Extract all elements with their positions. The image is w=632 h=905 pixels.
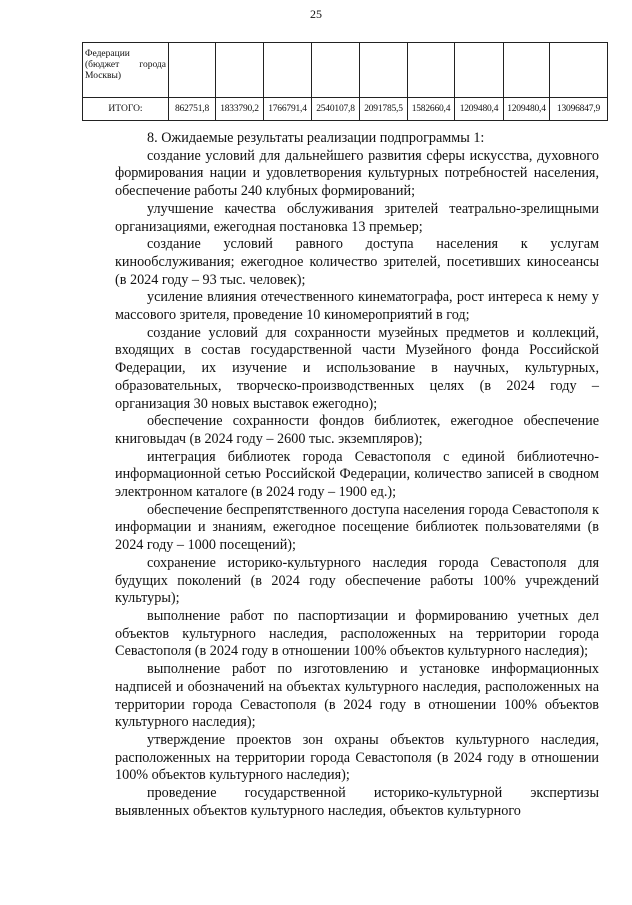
table-cell: 1209480,4 (504, 98, 550, 121)
table-cell (216, 43, 264, 98)
table-cell: 13096847,9 (550, 98, 608, 121)
table-cell (312, 43, 360, 98)
result-item: обеспечение сохранности фондов библиотек, ежегодное обеспечение книговыдач (в 2024 году – 2600 тыс. экземпляров); (115, 413, 599, 447)
table-cell (455, 43, 504, 98)
result-item: интеграция библиотек города Севастополя с единой библиотечно-информационной сетью Российской Федерации, количество записей в сводном электронном каталоге (в 2024 году – 1900 ед.); (115, 448, 599, 501)
table-row-total (83, 98, 608, 121)
table-cell (550, 43, 608, 98)
table-cell: 1766791,4 (264, 98, 312, 121)
result-item: выполнение работ по изготовлению и установке информационных надписей и обозначений на объектах культурного наследия, расположенных на территории города Севастополя (в 2024 году в отношении 100% объектов культурного наследия); (115, 661, 599, 731)
result-item: усиление влияния отечественного кинематографа, рост интереса к нему у массового зрителя, проведение 10 киномероприятий в год; (115, 289, 599, 324)
document-body (115, 127, 599, 820)
table-cell (264, 43, 312, 98)
result-item: утверждение проектов зон охраны объектов культурного наследия, расположенных на территории города Севастополя (в 2024 году в отношении 100% объектов культурного наследия); (115, 731, 599, 784)
table-cell: 1582660,4 (408, 98, 455, 121)
table-cell (169, 43, 216, 98)
result-item: обеспечение беспрепятственного доступа населения города Севастополя к информации и знаниям, ежегодное посещение библиотек пользователями (в 2024 году – 1000 посещений); (115, 501, 599, 554)
table-row-label: Федерации (бюджет города Москвы) (83, 43, 169, 98)
result-item: создание условий для дальнейшего развития сферы искусства, духовного формирования нации и удовлетворения культурных потребностей населения, обеспечение работы 240 клубных формирований; (115, 147, 599, 200)
result-item: создание условий равного доступа населения к услугам кинообслуживания; ежегодное количество зрителей, посетивших киносеансы (в 2024 году – 93 тыс. человек); (115, 236, 599, 288)
budget-table (82, 42, 608, 121)
result-item: создание условий для сохранности музейных предметов и коллекций, входящих в состав государственной части Музейного фонда Российской Федерации, их изучение и использование в научных, культурных, образовательных, творческо-производственных целях (в 2024 году – организация 30 новых выставок ежегодно); (115, 324, 599, 412)
table-cell: 2540107,8 (312, 98, 360, 121)
table-cell (504, 43, 550, 98)
result-item: выполнение работ по паспортизации и формированию учетных дел объектов культурного наследия, расположенных на территории города Севастополя (в 2024 году в отношении 100% объектов культурного наследия); (115, 607, 599, 660)
table-cell (408, 43, 455, 98)
table-row (83, 43, 608, 98)
page-number: 25 (310, 7, 322, 21)
result-item: улучшение качества обслуживания зрителей театрально-зрелищными организациями, ежегодная постановка 13 премьер; (115, 200, 599, 235)
table-cell: 2091785,5 (360, 98, 408, 121)
result-item: проведение государственной историко-культурной экспертизы выявленных объектов культурного наследия, объектов культурного (115, 785, 599, 819)
table-cell: 1209480,4 (455, 98, 504, 121)
result-item: сохранение историко-культурного наследия города Севастополя для будущих поколений (в 2024 году обеспечение работы 100% учреждений культуры); (115, 554, 599, 607)
section-heading: 8. Ожидаемые результаты реализации подпрограммы 1: (147, 130, 485, 146)
table-cell: 1833790,2 (216, 98, 264, 121)
table-cell (360, 43, 408, 98)
table-cell: 862751,8 (169, 98, 216, 121)
total-label: ИТОГО: (83, 98, 169, 121)
